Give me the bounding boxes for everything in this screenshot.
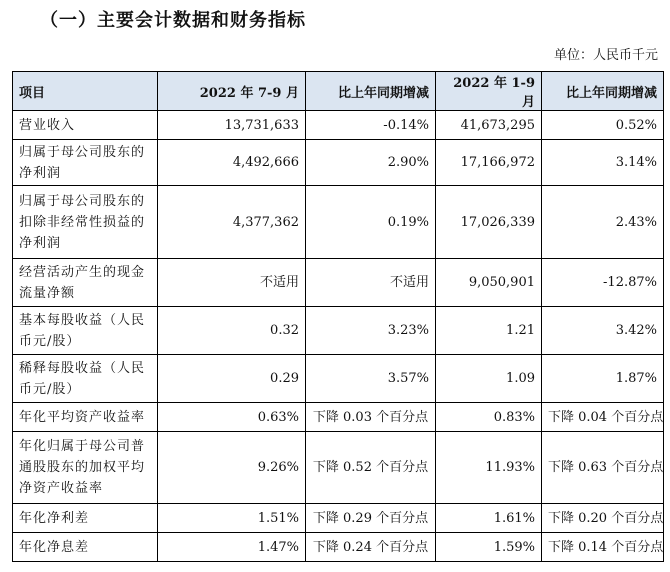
cell-ytd-2022: 1.09 xyxy=(436,355,542,403)
cell-ytd-yoy: 下降 0.14 个百分点 xyxy=(542,533,664,562)
cell-ytd-yoy: -12.87% xyxy=(542,259,664,307)
cell-q3-2022: 1.47% xyxy=(158,533,306,562)
cell-q3-yoy: 下降 0.29 个百分点 xyxy=(306,504,436,533)
header-row xyxy=(13,72,664,111)
financial-indicators-table xyxy=(12,71,664,562)
header-q3-2022: 2022 年 7-9 月 xyxy=(158,72,306,111)
table-row xyxy=(13,307,664,355)
header-ytd-2022: 2022 年 1-9 月 xyxy=(436,72,542,111)
cell-ytd-yoy: 1.87% xyxy=(542,355,664,403)
row-label: 稀释每股收益（人民币元/股） xyxy=(13,355,158,403)
cell-q3-yoy: 下降 0.24 个百分点 xyxy=(306,533,436,562)
cell-q3-2022: 0.32 xyxy=(158,307,306,355)
cell-q3-yoy: 3.57% xyxy=(306,355,436,403)
cell-ytd-2022: 1.59% xyxy=(436,533,542,562)
cell-ytd-2022: 17,166,972 xyxy=(436,140,542,186)
cell-ytd-2022: 0.83% xyxy=(436,403,542,432)
unit-note: 单位：人民币千元 xyxy=(553,48,658,63)
cell-ytd-2022: 1.61% xyxy=(436,504,542,533)
row-label: 归属于母公司股东的扣除非经常性损益的净利润 xyxy=(13,186,158,259)
cell-q3-2022: 4,377,362 xyxy=(158,186,306,259)
cell-q3-2022: 13,731,633 xyxy=(158,111,306,140)
section-heading: （一）主要会计数据和财务指标 xyxy=(40,10,306,31)
cell-ytd-2022: 17,026,339 xyxy=(436,186,542,259)
row-label: 年化归属于母公司普通股股东的加权平均净资产收益率 xyxy=(13,432,158,504)
cell-ytd-yoy: 3.42% xyxy=(542,307,664,355)
cell-q3-2022: 0.63% xyxy=(158,403,306,432)
cell-ytd-yoy: 下降 0.63 个百分点 xyxy=(542,432,664,504)
cell-q3-2022: 9.26% xyxy=(158,432,306,504)
cell-ytd-2022: 1.21 xyxy=(436,307,542,355)
cell-ytd-2022: 9,050,901 xyxy=(436,259,542,307)
row-label: 年化净息差 xyxy=(13,533,158,562)
header-q3-yoy: 比上年同期增减 xyxy=(306,72,436,111)
header-item: 项目 xyxy=(13,72,158,111)
row-label: 年化净利差 xyxy=(13,504,158,533)
table-row xyxy=(13,111,664,140)
cell-ytd-yoy: 3.14% xyxy=(542,140,664,186)
cell-q3-yoy: 下降 0.52 个百分点 xyxy=(306,432,436,504)
cell-ytd-yoy: 2.43% xyxy=(542,186,664,259)
row-label: 年化平均资产收益率 xyxy=(13,403,158,432)
row-label: 营业收入 xyxy=(13,111,158,140)
cell-q3-2022: 0.29 xyxy=(158,355,306,403)
cell-ytd-yoy: 下降 0.20 个百分点 xyxy=(542,504,664,533)
cell-ytd-yoy: 下降 0.04 个百分点 xyxy=(542,403,664,432)
cell-q3-yoy: 2.90% xyxy=(306,140,436,186)
cell-q3-yoy: 0.19% xyxy=(306,186,436,259)
table-row xyxy=(13,355,664,403)
cell-q3-2022: 不适用 xyxy=(158,259,306,307)
cell-q3-yoy: 下降 0.03 个百分点 xyxy=(306,403,436,432)
row-label: 经营活动产生的现金流量净额 xyxy=(13,259,158,307)
header-ytd-yoy: 比上年同期增减 xyxy=(542,72,664,111)
row-label: 归属于母公司股东的净利润 xyxy=(13,140,158,186)
row-label: 基本每股收益（人民币元/股） xyxy=(13,307,158,355)
cell-ytd-2022: 41,673,295 xyxy=(436,111,542,140)
table-row xyxy=(13,186,664,259)
table-row xyxy=(13,259,664,307)
cell-q3-2022: 1.51% xyxy=(158,504,306,533)
cell-q3-yoy: -0.14% xyxy=(306,111,436,140)
table-row xyxy=(13,140,664,186)
cell-ytd-yoy: 0.52% xyxy=(542,111,664,140)
table-row xyxy=(13,403,664,432)
cell-ytd-2022: 11.93% xyxy=(436,432,542,504)
table-row xyxy=(13,504,664,533)
cell-q3-yoy: 3.23% xyxy=(306,307,436,355)
cell-q3-yoy: 不适用 xyxy=(306,259,436,307)
cell-q3-2022: 4,492,666 xyxy=(158,140,306,186)
table-row xyxy=(13,533,664,562)
table-row xyxy=(13,432,664,504)
